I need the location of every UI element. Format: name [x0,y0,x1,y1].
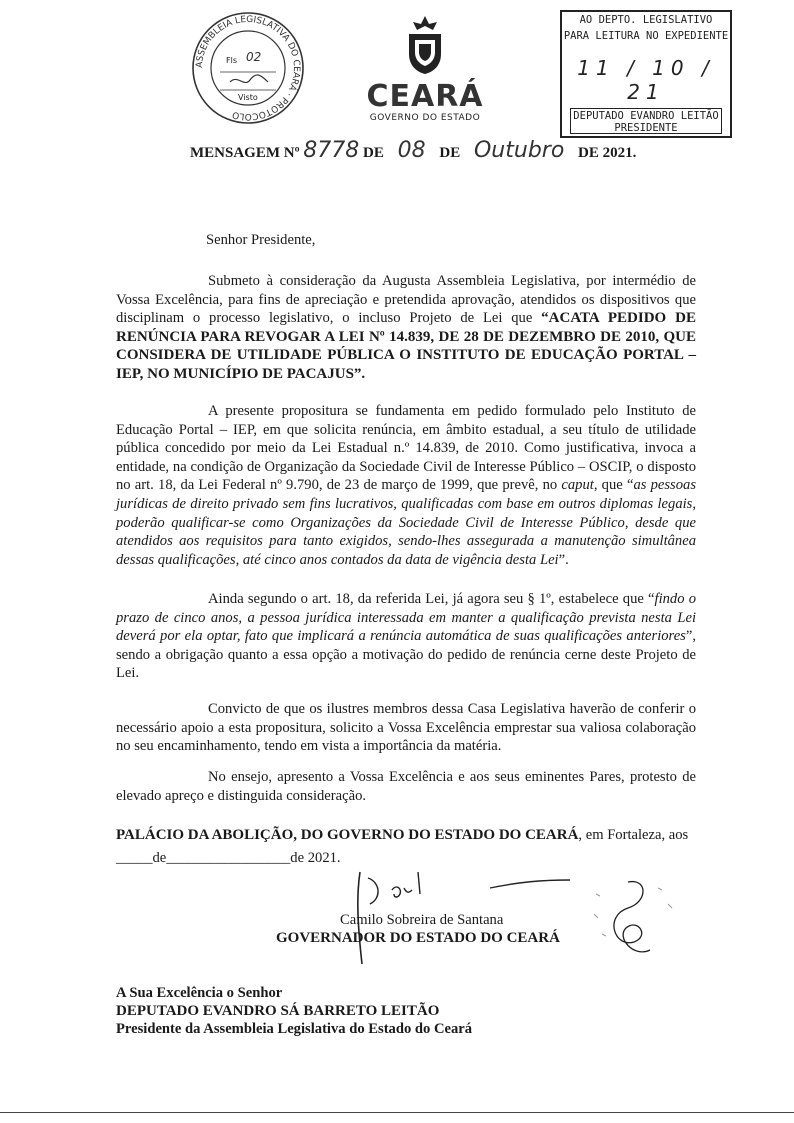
closing-place [116,826,696,845]
paragraph-4-text: Convicto de que os ilustres membros dessa Casa Legislativa haverão de conferir o necessário apoio a esta propositura, solicito a Vossa Excelência emprestar sua valiosa colaboração no seu encaminhamento, tendo em vista a importância da matéria. [116,701,696,755]
addressee-position: Presidente da Assembleia Legislativa do Estado do Ceará [116,1021,473,1037]
message-heading [190,138,636,163]
footer-divider [0,1112,794,1113]
paragraph-3-text: Ainda segundo o art. 18, da referida Lei, já agora seu § 1º, estabelece que “ [208,591,655,607]
signer-title: GOVERNADOR DO ESTADO DO CEARÁ [276,930,560,946]
protocol-seal [190,10,306,126]
paragraph-3 [116,590,696,683]
coat-of-arms-icon [403,14,447,76]
addressee-name: DEPUTADO EVANDRO SÁ BARRETO LEITÃO [116,1003,440,1019]
receipt-stamp [560,10,732,138]
heading-prefix: MENSAGEM Nº [190,145,300,161]
stamp-line-4: PRESIDENTE [614,122,678,134]
signer-name: Camilo Sobreira de Santana [340,912,504,928]
paragraph-2-quote: as pessoas jurídicas de direito privado sem fins lucrativos, qualificadas com base em outros diplomas legais, poderão qualificar-se como Organizações da Sociedade Civil de Interesse Público, desde que atendidos aos requisitos para tanto exigidos, sendo-lhes assegurada a manutenção simultânea dessas qualificações, até cinco anos contados da data de vigência desta Lei [116,477,697,568]
stamp-date: 11 / 10 / 21 [577,56,715,104]
heading-de-1: DE [363,145,384,161]
paragraph-5-text: No ensejo, apresento a Vossa Excelência e aos seus eminentes Pares, protesto de elevado apreço e distinguida consideração. [116,769,696,804]
heading-year: DE 2021. [578,145,637,161]
paragraph-3-end: ”, sendo a obrigação quanto a essa opção a motivação do pedido de renúncia cerne deste Projeto de Lei. [116,628,696,682]
paragraph-2-mid: , que “ [593,477,634,494]
seal-fls-label: Fls [226,56,237,65]
stamp-line-2: PARA LEITURA NO EXPEDIENTE [563,30,729,42]
paragraph-2-text: A presente propositura se fundamenta em pedido formulado pelo Instituto de Educação Portal – IEP, em que solicita renúncia, em âmbito estadual, a seu título de utilidade pública concedido por meio da Lei Estadual n.º 14.839, de 2010. Como justificativa, invoca a entidade, na condição de Organização da Sociedade Civil de Interesse Público – OSCIP, o disposto no art. 18, da Lei Federal nº 9.790, de 23 de março de 1999, que prevê, no [116,403,696,494]
heading-number: 8778 [303,138,360,163]
paragraph-1-text: Submeto à consideração da Augusta Assembleia Legislativa, por intermédio de Vossa Excelência, para fins de apreciação e pretendida aprovação, atendidos os dispositivos que disciplinam o processo legislativo, o incluso Projeto de Lei que [116,273,696,327]
paragraph-2-caput: caput [561,477,594,494]
paragraph-2 [116,402,696,569]
paragraph-5 [116,768,696,805]
paragraph-1-bill-title: “ACATA PEDIDO DE RENÚNCIA PARA REVOGAR A LEI Nº 14.839, DE 28 DE DEZEMBRO DE 2010, QUE CONSIDERA DE UTILIDADE PÚBLICA O INSTITUTO DE EDUCAÇÃO PORTAL – IEP, NO MUNICÍPIO DE PACAJUS”. [116,310,696,382]
government-logo [360,14,490,134]
paragraph-1 [116,272,696,384]
logo-name: CEARÁ [366,79,484,114]
initials-mark-icon [588,874,688,970]
paragraph-4 [116,700,696,756]
heading-month: Outubro [473,138,565,163]
closing-palace: PALÁCIO DA ABOLIÇÃO, DO GOVERNO DO ESTADO DO CEARÁ [116,827,579,843]
stamp-line-3: DEPUTADO EVANDRO LEITÃO [573,110,719,122]
seal-ring-text: ASSEMBLEIA LEGISLATIVA DO CEARÁ · PROTOCOLO [194,14,302,122]
seal-visto-label: Visto [238,93,258,102]
heading-day: 08 [397,138,426,163]
heading-de-2: DE [439,145,461,161]
closing-rest: , em Fortaleza, aos [578,827,689,843]
closing-date-line: _____de_________________de 2021. [116,850,341,866]
salutation: Senhor Presidente, [206,232,316,248]
addressee-salutation: A Sua Excelência o Senhor [116,985,283,1001]
logo-subtitle: GOVERNO DO ESTADO [369,113,481,123]
seal-circle-icon [190,10,306,126]
paragraph-3-quote: findo o prazo de cinco anos, a pessoa jurídica interessada em manter a qualificação prevista nesta Lei deverá por ela optar, fato que implicará a renúncia automática de suas qualificações anteriores [116,591,696,645]
seal-fls-value: 02 [246,50,262,64]
stamp-line-1: AO DEPTO. LEGISLATIVO [579,14,713,26]
paragraph-2-end: ”. [558,551,569,568]
